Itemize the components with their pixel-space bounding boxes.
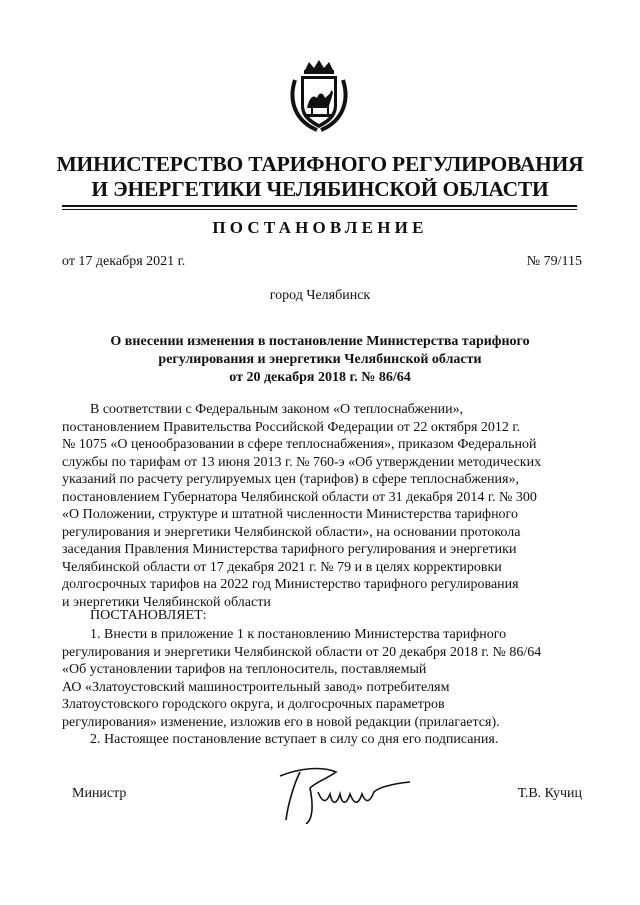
header-divider	[62, 205, 577, 207]
item-1-paragraph	[62, 626, 582, 731]
preamble-line: Челябинской области от 17 декабря 2021 г. № 79 и в целях корректировки	[62, 559, 502, 575]
preamble-line: № 1075 «О ценообразовании в сфере теплоснабжения», приказом Федеральной	[62, 437, 537, 452]
item-1-line: Златоустовского городского округа, и долгосрочных параметров	[62, 697, 445, 712]
preamble-line: «О Положении, структуре и штатной численности Министерства тарифного	[62, 507, 518, 522]
ministry-name-line2: И ЭНЕРГЕТИКИ ЧЕЛЯБИНСКОЙ ОБЛАСТИ	[91, 177, 549, 201]
preamble-line: В соответствии с Федеральным законом «О теплоснабжении»,	[90, 402, 464, 417]
subject-line3: от 20 декабря 2018 г. № 86/64	[229, 370, 411, 385]
subject-line2: регулирования и энергетики Челябинской области	[158, 352, 482, 367]
item-1-line: регулирования» изменение, изложив его в новой редакции (прилагается).	[62, 714, 500, 730]
preamble-line: указаний по расчету регулируемых цен (тарифов) в сфере теплоснабжения»,	[62, 472, 519, 487]
item-1-line: регулирования и энергетики Челябинской области от 20 декабря 2018 г. № 86/64	[62, 644, 542, 660]
item-2-paragraph: 2. Настоящее постановление вступает в силу со дня его подписания.	[90, 732, 499, 747]
document-city: город Челябинск	[269, 288, 371, 303]
subject-line1: О внесении изменения в постановление Министерства тарифного	[110, 334, 530, 349]
preamble-line: службы по тарифам от 13 июня 2013 г. № 760-э «Об утверждении методических	[62, 454, 542, 470]
item-1-line: «Об установлении тарифов на теплоноситель, поставляемый	[62, 662, 427, 677]
signatory-name: Т.В. Кучиц	[517, 786, 582, 801]
header-divider-thin	[62, 209, 577, 210]
preamble-line: и энергетики Челябинской области	[62, 594, 271, 610]
preamble-line: заседания Правления Министерства тарифного регулирования и энергетики	[62, 542, 517, 557]
ministry-name	[40, 152, 600, 202]
preamble-line: постановлением Губернатора Челябинской области от 31 декабря 2014 г. № 300	[62, 489, 537, 505]
preamble-line: постановлением Правительства Российской Федерации от 22 октября 2012 г.	[62, 419, 521, 435]
preamble-paragraph	[62, 401, 582, 611]
handwritten-signature	[270, 762, 420, 824]
ministry-name-line1: МИНИСТЕРСТВО ТАРИФНОГО РЕГУЛИРОВАНИЯ	[56, 152, 584, 176]
preamble-line: долгосрочных тарифов на 2022 год Министерство тарифного регулирования	[62, 577, 519, 592]
item-1-line: 1. Внести в приложение 1 к постановлению Министерства тарифного	[90, 627, 507, 642]
preamble-line: регулирования и энергетики Челябинской области», на основании протокола	[62, 524, 521, 540]
document-number: № 79/115	[526, 254, 582, 269]
item-1-line: АО «Златоустовский машиностроительный завод» потребителям	[62, 679, 450, 695]
resolves-heading: ПОСТАНОВЛЯЕТ:	[90, 608, 207, 623]
coat-of-arms-icon	[287, 58, 351, 134]
document-type: ПОСТАНОВЛЕНИЕ	[212, 218, 428, 237]
document-subject	[60, 333, 580, 387]
document-date: от 17 декабря 2021 г.	[62, 254, 186, 269]
signatory-title: Министр	[72, 786, 127, 801]
